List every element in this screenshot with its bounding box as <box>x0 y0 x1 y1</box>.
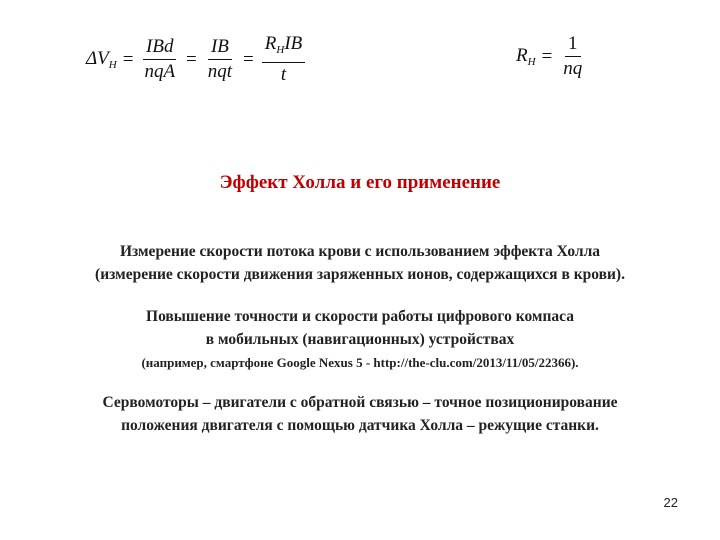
paragraph-line: Сервомоторы – двигатели с обратной связью – точное позиционирование <box>102 394 618 411</box>
paragraph-note: (например, смартфоне Google Nexus 5 - http://the-clu.com/2013/11/05/22366). <box>141 355 579 370</box>
fraction-1-nq: $\frac{1}{nq}$ <box>563 33 583 79</box>
fraction-rh-ib-t: $\frac{R_HIB}{t}$ <box>262 33 306 86</box>
equals-sign: = <box>122 48 134 70</box>
paragraph-compass <box>40 305 680 374</box>
paragraph-line: в мобильных (навигационных) устройствах <box>205 331 515 348</box>
paragraph-blood-flow <box>40 240 680 286</box>
equals-sign: = <box>186 48 197 70</box>
paragraph-line: положения двигателя с помощью датчика Холла – режущие станки. <box>121 417 599 434</box>
page-number: 22 <box>663 495 678 510</box>
delta-v-symbol: $\Delta V_H$ <box>86 48 117 71</box>
hall-coefficient-formula <box>516 33 587 80</box>
paragraph-line: Измерение скорости потока крови с использованием эффекта Холла <box>119 243 601 260</box>
hall-coefficient-symbol: $R_H$ <box>516 45 536 68</box>
paragraph-line: (измерение скорости движения заряженных ионов, содержащихся в крови). <box>95 266 625 283</box>
equals-sign: = <box>243 48 254 70</box>
slide-title: Эффект Холла и его применение <box>219 172 501 193</box>
equals-sign: = <box>541 45 553 67</box>
fraction-ib-nqt: $\frac{IB}{\text{nqt}}$ <box>207 36 233 82</box>
paragraph-servomotors <box>40 391 680 437</box>
fraction-ibd-nqa: $\frac{\text{IBd}}{\text{nqA}}$ <box>144 36 176 82</box>
hall-voltage-formula <box>86 33 307 86</box>
paragraph-line: Повышение точности и скорости работы цифрового компаса <box>146 308 574 325</box>
